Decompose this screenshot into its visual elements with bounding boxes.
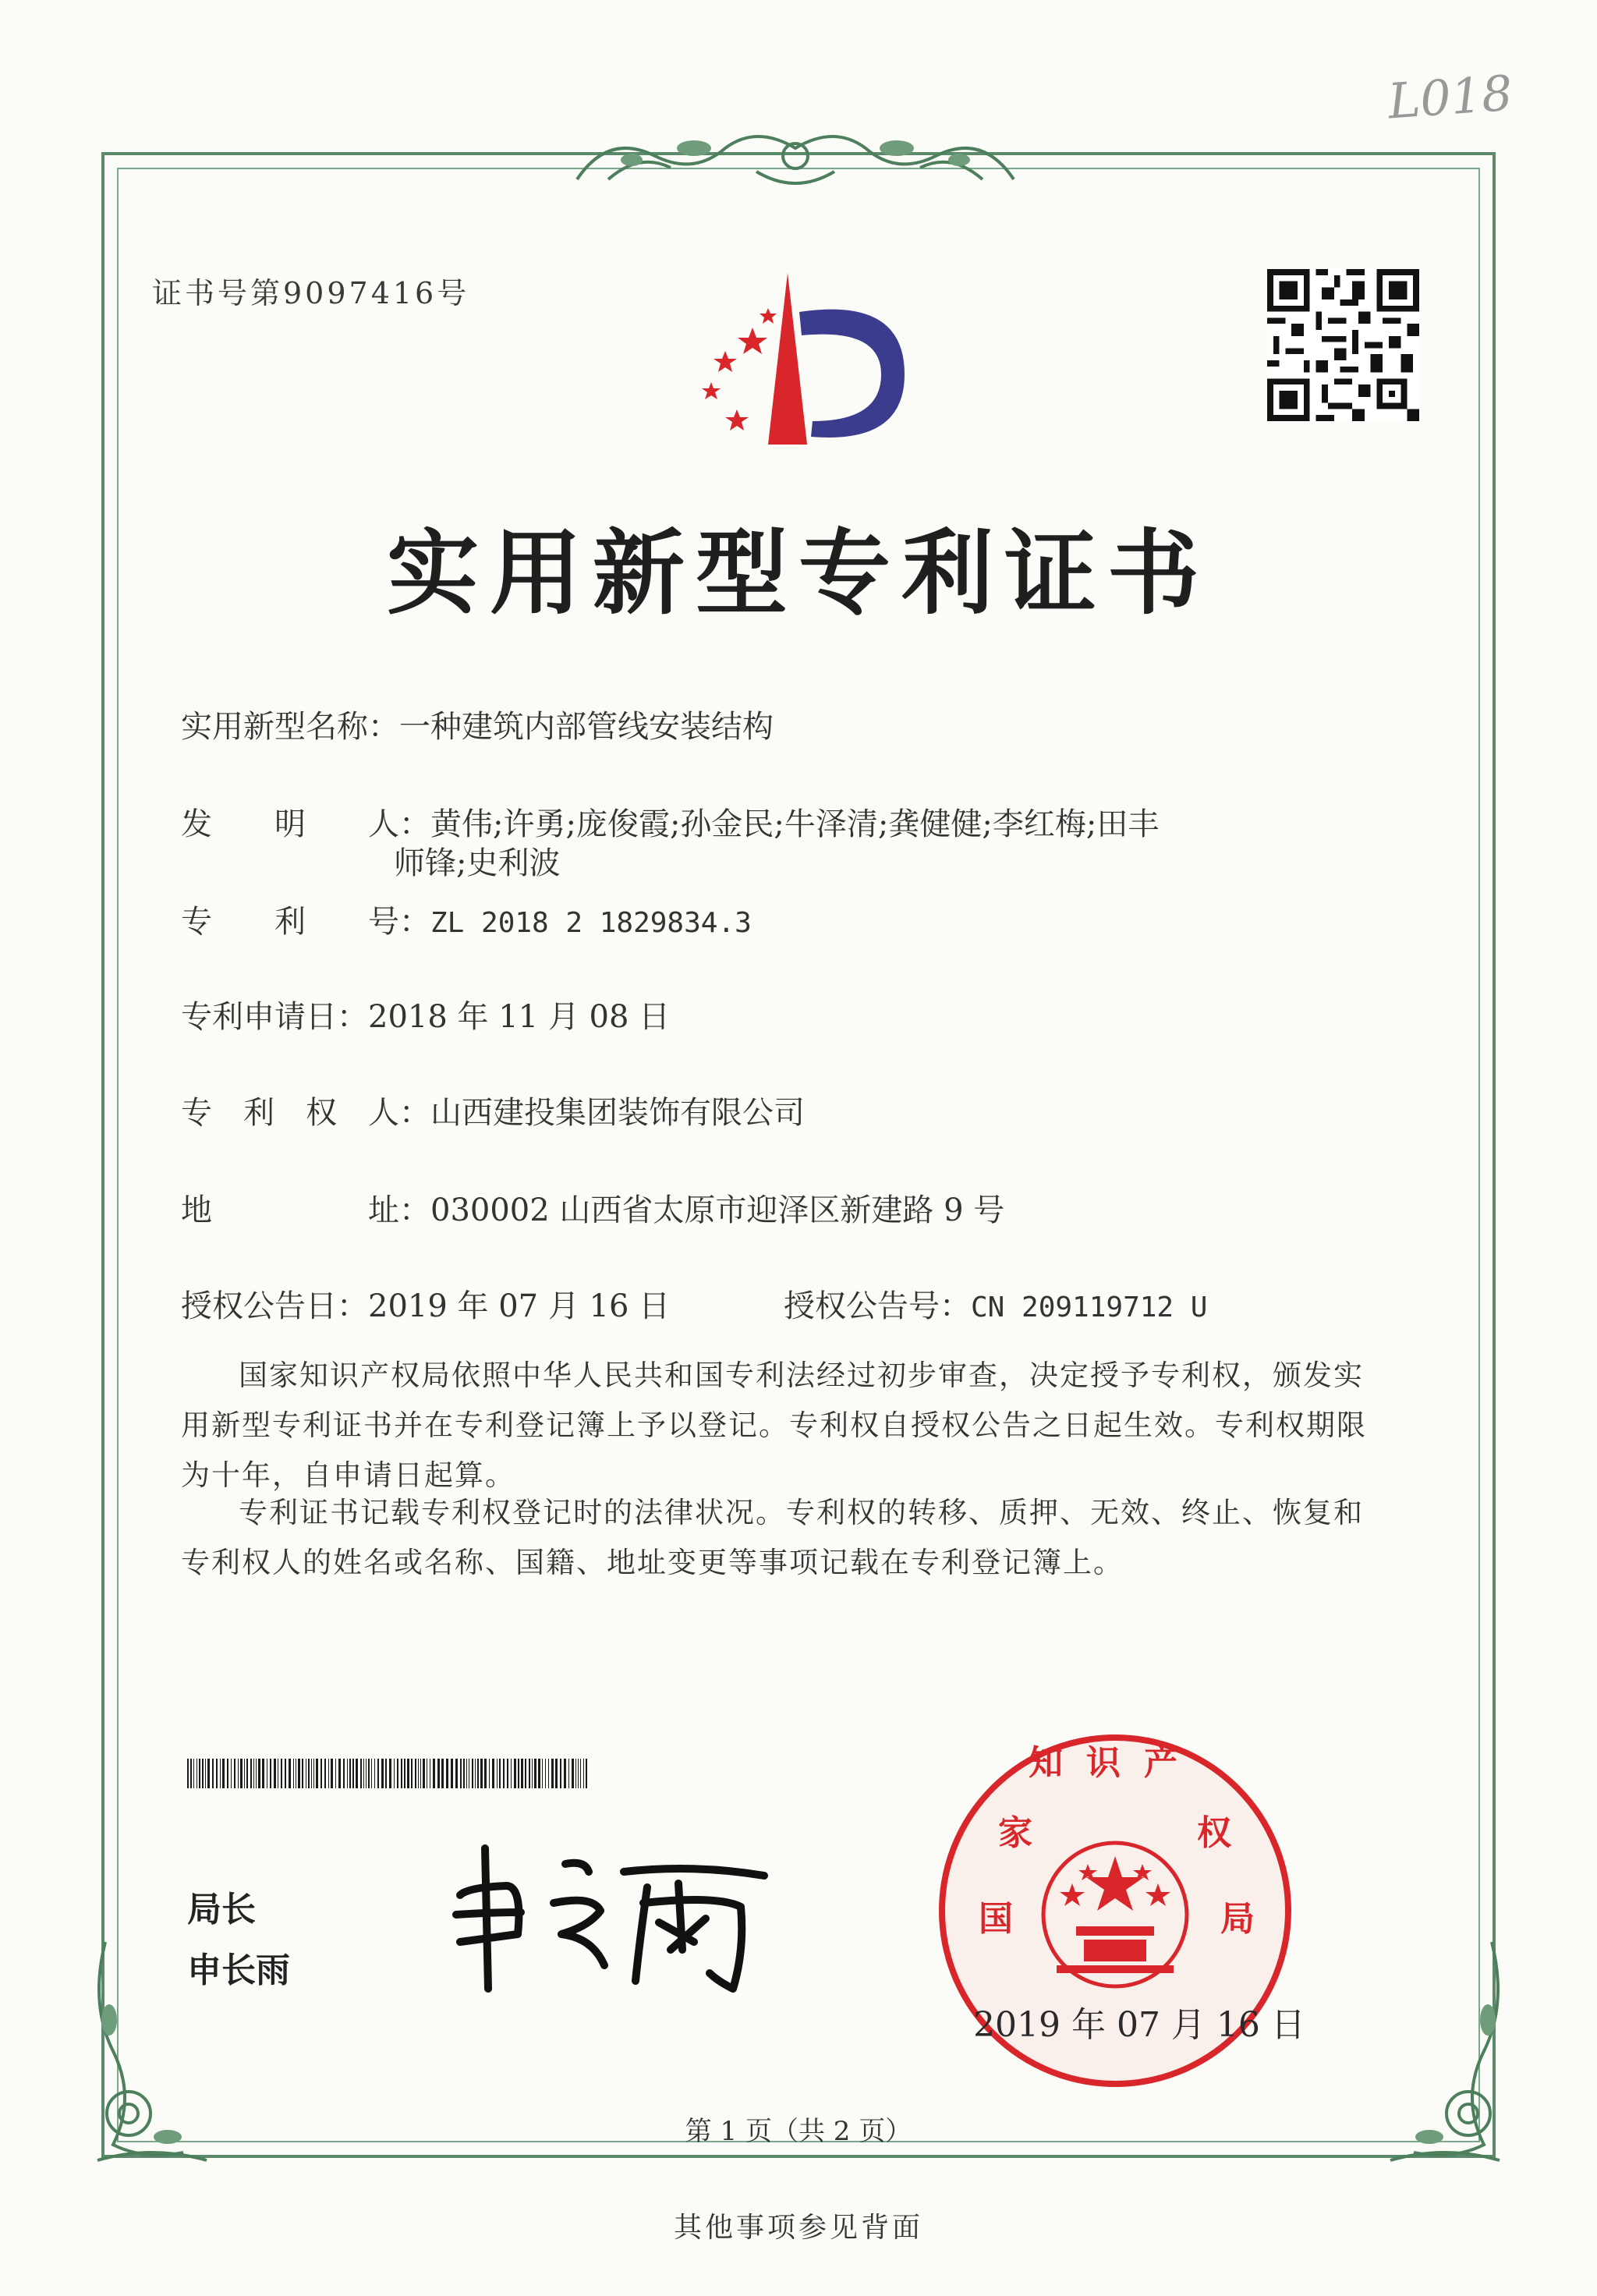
cnipa-logo-icon bbox=[671, 265, 928, 452]
address-label: 地 址： bbox=[181, 1192, 430, 1228]
patentee-label: 专 利 权 人： bbox=[181, 1095, 430, 1131]
seal-char-left-top: 家 bbox=[998, 1813, 1032, 1853]
announcement-date-row bbox=[181, 1281, 670, 1326]
handwritten-mark: L018 bbox=[1386, 64, 1514, 130]
patent-number-value: ZL 2018 2 1829834.3 bbox=[430, 907, 752, 939]
utility-model-name-label: 实用新型名称： bbox=[181, 709, 399, 745]
inventor-label: 发 明 人： bbox=[181, 806, 430, 842]
seal-char-left: 国 bbox=[979, 1899, 1013, 1939]
inventor-row bbox=[181, 799, 1159, 844]
inventor-value-line2: 师锋;史利波 bbox=[394, 845, 561, 881]
patent-number-label: 专 利 号： bbox=[181, 904, 430, 940]
announcement-date-value: 2019 年 07 月 16 日 bbox=[368, 1288, 671, 1324]
seal-char-right: 局 bbox=[1220, 1899, 1255, 1939]
announcement-number-label: 授权公告号： bbox=[784, 1288, 971, 1324]
seal-date: 2019 年 07 月 16 日 bbox=[973, 2005, 1305, 2045]
filing-date-label: 专利申请日： bbox=[181, 999, 368, 1035]
announcement-number-row bbox=[784, 1281, 1207, 1326]
qr-code-icon bbox=[1267, 269, 1419, 421]
footer-note: 其他事项参见背面 bbox=[673, 2212, 923, 2244]
page-number: 第 1 页（共 2 页） bbox=[685, 2116, 912, 2147]
filing-date-value: 2018 年 11 月 08 日 bbox=[368, 999, 671, 1035]
address-row bbox=[181, 1185, 1004, 1230]
signatory-name: 申长雨 bbox=[187, 1951, 290, 1990]
statement-paragraph-2: 专利证书记载专利权登记时的法律状况。专利权的转移、质押、无效、终止、恢复和专利权人的姓名或名称、国籍、地址变更等事项记载在专利登记簿上。 bbox=[181, 1496, 1364, 1579]
patentee-row bbox=[181, 1088, 805, 1132]
top-ornament-icon bbox=[561, 117, 1029, 195]
certificate-number: 证书号第9097416号 bbox=[152, 276, 470, 310]
announcement-number-value: CN 209119712 U bbox=[971, 1292, 1208, 1323]
seal-char-right-top: 权 bbox=[1197, 1813, 1231, 1853]
filing-date-row bbox=[181, 992, 670, 1036]
signatory-title: 局长 bbox=[187, 1890, 256, 1929]
barcode-icon bbox=[187, 1759, 593, 1788]
utility-model-name-row bbox=[181, 702, 774, 746]
patent-number-row bbox=[181, 897, 752, 941]
patentee-value: 山西建投集团装饰有限公司 bbox=[430, 1095, 805, 1131]
statement-paragraph-1: 国家知识产权局依照中华人民共和国专利法经过初步审查，决定授予专利权，颁发实用新型专利证书并在专利登记簿上予以登记。专利权自授权公告之日起生效。专利权期限为十年，自申请日起算。 bbox=[181, 1359, 1367, 1492]
address-value: 030002 山西省太原市迎泽区新建路 9 号 bbox=[430, 1192, 1005, 1228]
seal-text: 知识产 bbox=[1029, 1743, 1202, 1783]
inventor-row-continued bbox=[394, 838, 560, 883]
director-signature-icon bbox=[437, 1841, 803, 1997]
utility-model-name-value: 一种建筑内部管线安装结构 bbox=[399, 709, 774, 745]
certificate-title: 实用新型专利证书 bbox=[386, 519, 1210, 627]
announcement-date-label: 授权公告日： bbox=[181, 1288, 368, 1324]
inventor-value-line1: 黄伟;许勇;庞俊霞;孙金民;牛泽清;龚健健;李红梅;田丰 bbox=[430, 806, 1160, 842]
